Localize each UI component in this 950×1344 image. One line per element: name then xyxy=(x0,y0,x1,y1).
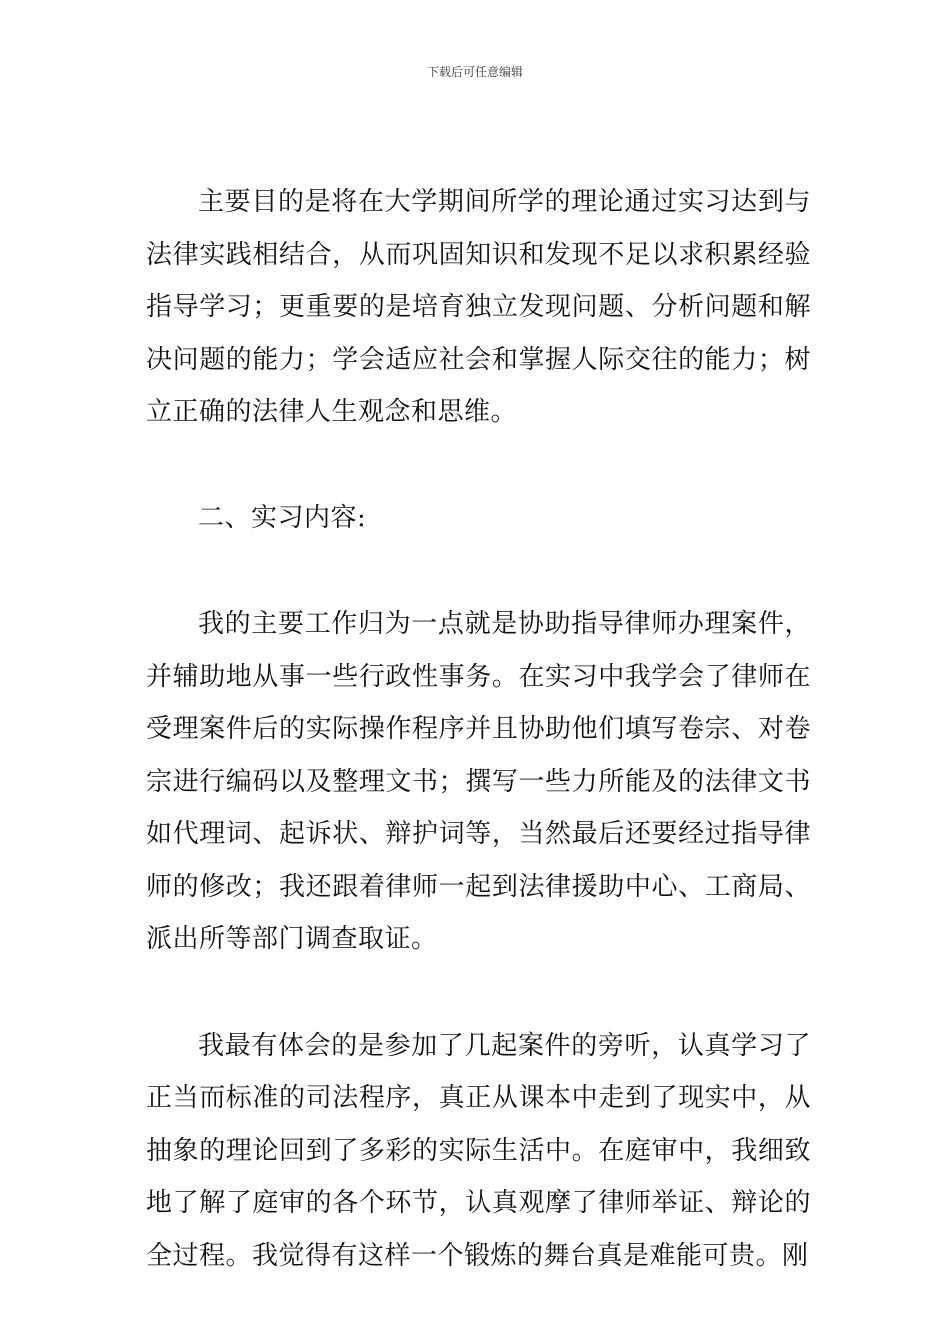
paragraph-experience: 我最有体会的是参加了几起案件的旁听，认真学习了正当而标准的司法程序，真正从课本中走到了现实中，从抽象的理论回到了多彩的实际生活中。在庭审中，我细致地了解了庭审的各个环节，认真观摩了律师举证、辩论的全过程。我觉得有这样一个锻炼的舞台真是难能可贵。刚 xyxy=(146,1030,811,1271)
paragraph-main-work: 我的主要工作归为一点就是协助指导律师办理案件，并辅助地从事一些行政性事务。在实习中我学会了律师在受理案件后的实际操作程序并且协助他们填写卷宗、对卷宗进行编码以及整理文书；撰写一些力所能及的法律文书如代理词、起诉状、辩护词等，当然最后还要经过指导律师的修改；我还跟着律师一起到法律援助中心、工商局、派出所等部门调查取证。 xyxy=(146,609,811,954)
paragraph-purpose: 主要目的是将在大学期间所学的理论通过实习达到与法律实践相结合，从而巩固知识和发现不足以求积累经验指导学习；更重要的是培育独立发现问题、分析问题和解决问题的能力；学会适应社会和掌握人际交往的能力；树立正确的法律人生观念和思维。 xyxy=(146,187,811,427)
page-header: 下载后可任意编辑 xyxy=(426,65,523,79)
document-body xyxy=(146,176,811,1282)
section-heading-internship-content: 二、实习内容: xyxy=(198,502,367,533)
